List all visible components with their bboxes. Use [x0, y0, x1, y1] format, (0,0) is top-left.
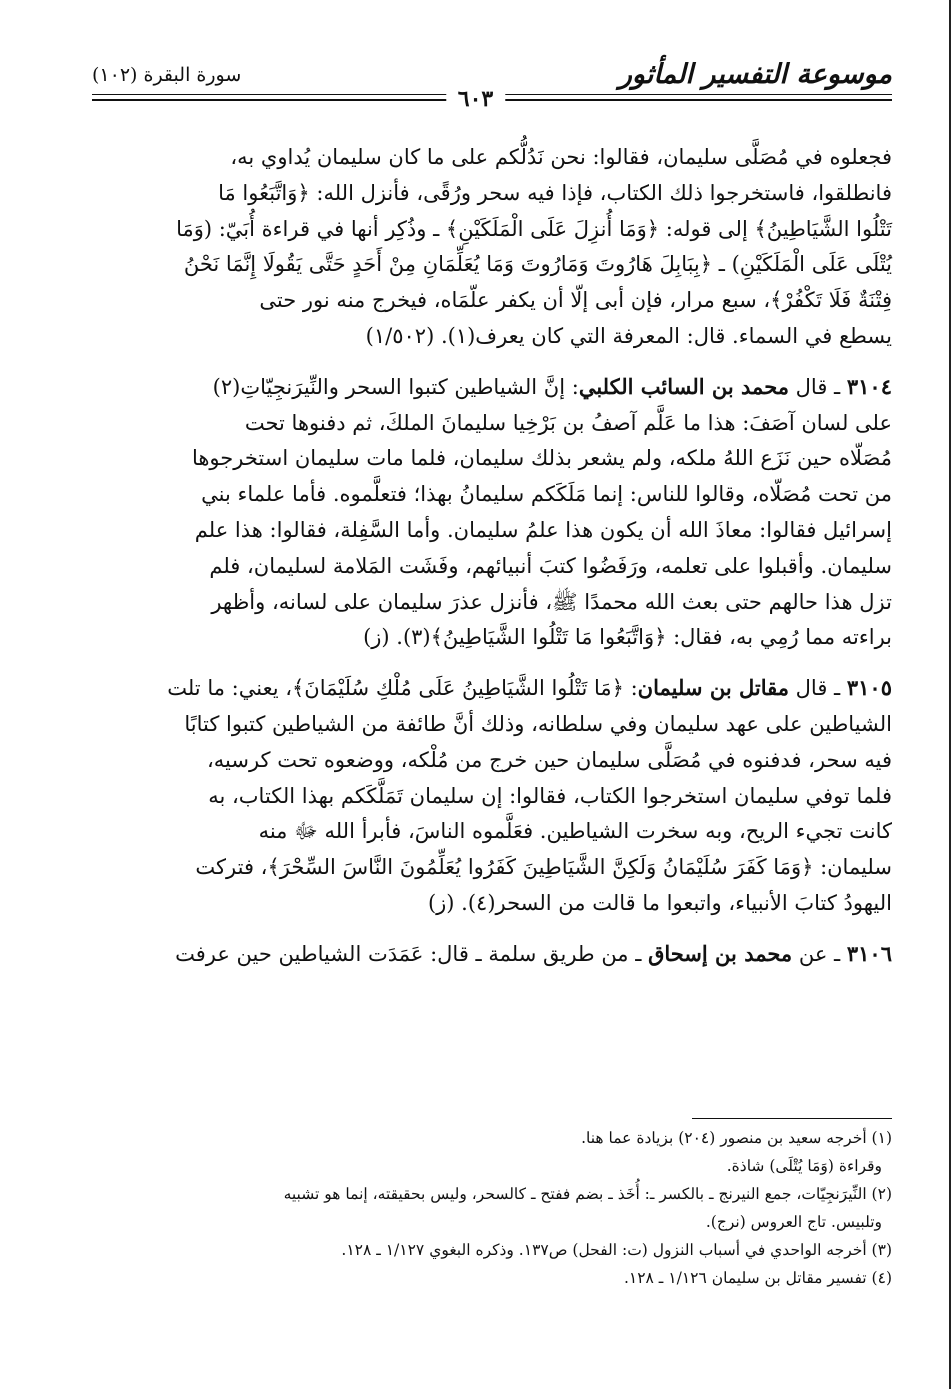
text-line: تزل هذا حالهم حتى بعث الله محمدًا ﷺ، فأنزل عذرَ سليمان على لسانه، وأظهر: [211, 589, 892, 614]
text-line: مُصَلّاه حين نَزَع اللهُ ملكه، ولم يشعر بذلك سليمان، فلما مات سليمان استخرجوها: [191, 446, 892, 471]
narrator-name: محمد بن إسحاق: [648, 940, 793, 966]
text-line: ٣١٠٤ ـ قال محمد بن السائب الكلبي: إنَّ الشياطين كتبوا السحر والنِّيرَنجِيّاتِ(٢): [212, 373, 892, 399]
main-text: [92, 140, 892, 973]
paragraph-continued: [92, 140, 892, 355]
text-line: فيه سحر، فدفنوه في مُصَلَّى سليمان حين خرج من مُلْكه، ووضعوه تحت كرسيه،: [206, 747, 892, 772]
text-line: فلما توفي سليمان استخرجوا الكتاب، فقالوا: إن سليمان تَمَلَّكَكم بهذا الكتاب، به: [208, 783, 892, 808]
footnote-2-continued: وتلبيس. تاج العروس (نرج).: [705, 1213, 882, 1231]
text-line: ٣١٠٦ ـ عن محمد بن إسحاق ـ من طريق سلمة ـ قال: عَمَدَت الشياطين حين عرفت: [175, 940, 892, 966]
footnote-1-note: وقراءة (وَمَا يُتْلَى) شاذة.: [726, 1157, 882, 1175]
narration-3104: [92, 369, 892, 656]
text-line: فجعلوه في مُصَلَّى سليمان، فقالوا: نحن نَدُلُّكم على ما كان سليمان يُداوي به،: [230, 145, 892, 169]
footnote-4: (٤) تفسير مقاتل بن سليمان ١/١٢٦ ـ ١٢٨.: [623, 1269, 892, 1287]
narration-number: ٣١٠٦: [846, 940, 892, 966]
narration-number: ٣١٠٤: [846, 373, 892, 399]
narration-3106: [92, 936, 892, 973]
text-line: يُتْلَى عَلَى الْمَلَكَيْنِ) ـ ﴿بِبَابِلَ هَارُوتَ وَمَارُوتَ وَمَا يُعَلِّمَانِ مِنْ أَحَدٍ حَتَّى يَقُولَا إِنَّمَا نَحْنُ: [183, 252, 892, 277]
text-line: براءته مما رُمِي به، فقال: ﴿وَاتَّبَعُوا مَا تَتْلُوا الشَّيَاطِينُ﴾(٣). (ز): [363, 625, 892, 650]
surah-reference: سورة البقرة (١٠٢): [92, 64, 242, 86]
page-number: ٦٠٣: [446, 86, 505, 112]
footnote-3: (٣) أخرجه الواحدي في أسباب النزول (ت: الفحل) ص١٣٧. وذكره البغوي ١/١٢٧ ـ ١٢٨.: [341, 1241, 892, 1259]
narration-number: ٣١٠٥: [846, 675, 892, 701]
text-line: سليمان. وأقبلوا على تعلمه، ورَفَضُوا كتبَ أنبيائهم، وفَشَت المَلامة لسليمان، فلم: [209, 553, 892, 578]
text-line: اليهودُ كتابَ الأنبياء، واتبعوا ما قالت من السحر(٤). (ز): [427, 890, 892, 915]
text-line: تَتْلُوا الشَّيَاطِينُ﴾ إلى قوله: ﴿وَمَا أُنزِلَ عَلَى الْمَلَكَيْنِ﴾ ـ وذُكِر أنها في قراءة أُبَيّ: (وَمَا: [176, 216, 892, 241]
narration-3105: [92, 670, 892, 922]
text-line: على لسان آصَفَ: هذا ما عَلَّم آصفُ بن بَرْخِيا سليمانَ الملكَ، ثم دفنوها تحت: [244, 410, 892, 435]
footnote-separator: [692, 1118, 892, 1119]
text-line: كانت تجيء الريح، وبه سخرت الشياطين. فعَلَّموه الناسَ، فأبرأ الله ﷻ منه: [258, 819, 892, 844]
footnotes: [92, 1124, 892, 1292]
footnote-1: (١) أخرجه سعيد بن منصور (٢٠٤) بزيادة عما هنا.: [581, 1129, 892, 1147]
text-line: الشياطين على عهد سليمان وفي سلطانه، وذلك أنَّ طائفة من الشياطين كتبوا كتابًا: [184, 711, 892, 736]
text-line: من تحت مُصَلّاه، وقالوا للناس: إنما مَلَكَكم سليمانُ بهذا؛ فتعلَّموه. فأما علماء بني: [201, 482, 892, 507]
text-line: يسطع في السماء. قال: المعرفة التي كان يعرف(١). (١/٥٠٢): [365, 323, 892, 348]
narrator-name: محمد بن السائب الكلبي: [578, 373, 789, 399]
narrator-name: مقاتل بن سليمان: [637, 675, 789, 701]
text-line: سليمان: ﴿وَمَا كَفَرَ سُلَيْمَانُ وَلَكِنَّ الشَّيَاطِينَ كَفَرُوا يُعَلِّمُونَ النَّاسَ السِّحْرَ﴾، فتركت: [195, 855, 892, 880]
footnote-2: (٢) النِّيرَنجِيّات، جمع النيرنج ـ بالكسر ـ: أُخَذ ـ بضم ففتح ـ كالسحر، وليس بحقيقته، إنما هو تشبيه: [283, 1185, 892, 1203]
running-header: [92, 54, 892, 90]
text-line: فِتْنَةٌ فَلَا تَكْفُرْ﴾، سبع مرار، فإن أبى إلّا أن يكفر علّمَاه، فيخرج منه نور حتى: [259, 288, 892, 313]
text-line: فانطلقوا، فاستخرجوا ذلك الكتاب، فإذا فيه سحر ورُقًى، فأنزل الله: ﴿وَاتَّبَعُوا مَا: [218, 180, 892, 205]
text-line: إسرائيل فقالوا: معاذَ الله أن يكون هذا علمُ سليمان. وأما السَّفِلة، فقالوا: هذا علم: [194, 517, 892, 542]
book-title: موسوعة التفسير المأثور: [618, 59, 892, 90]
text-line: ٣١٠٥ ـ قال مقاتل بن سليمان: ﴿مَا تَتْلُوا الشَّيَاطِينُ عَلَى مُلْكِ سُلَيْمَانَ﴾، يعني: ما تلت: [167, 675, 892, 701]
